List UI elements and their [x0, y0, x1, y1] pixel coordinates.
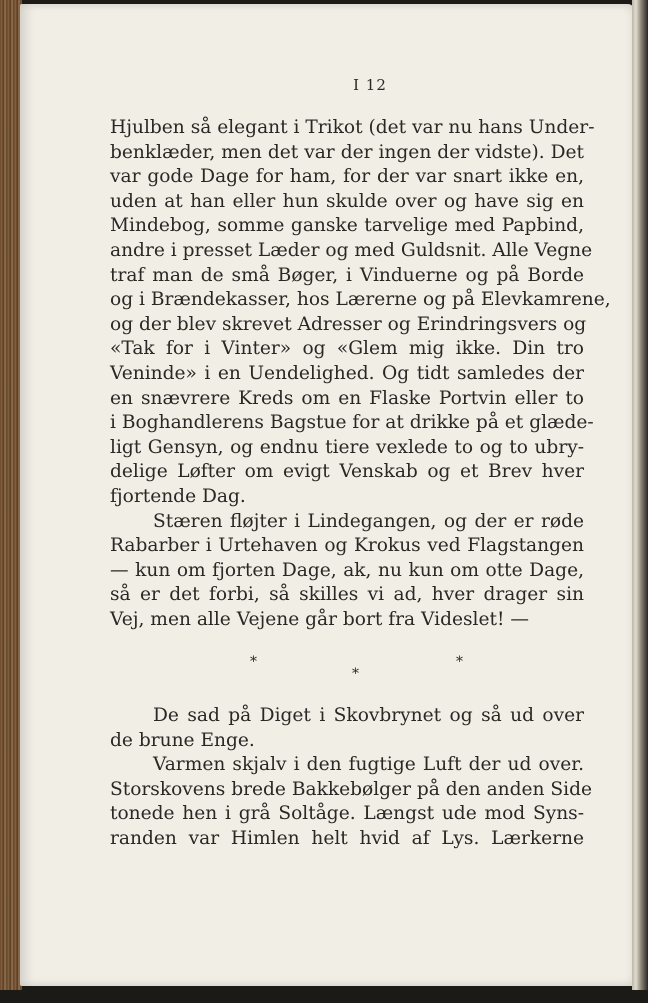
paragraph-block-top [110, 116, 611, 632]
book-spine [0, 0, 22, 990]
asterism-divider [0, 650, 648, 690]
text-line: andre i presset Læder og med Guldsnit. Alle Vegne [110, 239, 593, 261]
text-line: var gode Dage for ham, for der var snart ikke en, [110, 166, 584, 188]
text-line: en snævrere Kreds om en Flaske Portvin eller to [110, 387, 584, 409]
page-number: I 12 [353, 76, 387, 94]
text-line: Mindebog, somme ganske tarvelige med Papbind, [110, 215, 584, 237]
text-line: randen var Himlen helt hvid af Lys. Lærkerne [110, 827, 584, 849]
text-line: ligt Gensyn, og endnu tiere vexlede to og to ubry- [110, 436, 584, 458]
text-line: de brune Enge. [110, 729, 255, 751]
text-line: De sad på Diget i Skovbrynet og så ud over [153, 705, 584, 726]
text-line: Veninde» i en Uendelighed. Og tidt samledes der [110, 362, 584, 384]
text-line: fjortende Dag. [110, 485, 246, 507]
text-line: traf man de små Bøger, i Vinduerne og på Borde [110, 264, 584, 286]
page-edges [632, 0, 648, 990]
text-line: Vej, men alle Vejene går bort fra Videslet! — [110, 608, 529, 630]
asterism-star: * [250, 654, 257, 670]
text-line: Hjulben så elegant i Trikot (det var nu hans Under- [110, 117, 595, 138]
text-line: Storskovens brede Bakkebølger på den anden Side [110, 778, 593, 800]
asterism-star: * [456, 654, 463, 670]
text-line: tonede hen i grå Soltåge. Længst ude mod Syns- [110, 803, 584, 825]
paragraph-block-bottom [110, 704, 593, 852]
text-line: delige Løfter om evigt Venskab og et Brev hver [110, 461, 584, 483]
text-line: Rabarber i Urtehaven og Krokus ved Flagstangen [110, 535, 584, 557]
text-line: Stæren fløjter i Lindegangen, og der er røde [153, 510, 584, 532]
text-line: i Boghandlerens Bagstue for at drikke på et glæde- [110, 412, 594, 434]
asterism-star: * [352, 666, 359, 682]
text-line: og der blev skrevet Adresser og Erindringsvers og [110, 313, 587, 335]
text-line: så er det forbi, så skilles vi ad, hver drager sin [110, 584, 584, 606]
text-line: og i Brændekasser, hos Lærerne og på Elevkamrene, [110, 289, 611, 311]
text-line: uden at han eller hun skulde over og have sig en [110, 190, 584, 212]
text-line: — kun om fjorten Dage, ak, nu kun om otte Dage, [110, 559, 584, 581]
text-line: «Tak for i Vinter» og «Glem mig ikke. Din tro [110, 338, 584, 360]
text-line: benklæder, men det var der ingen der vidste). Det [110, 141, 584, 163]
text-line: Varmen skjalv i den fugtige Luft der ud over. [153, 754, 584, 776]
